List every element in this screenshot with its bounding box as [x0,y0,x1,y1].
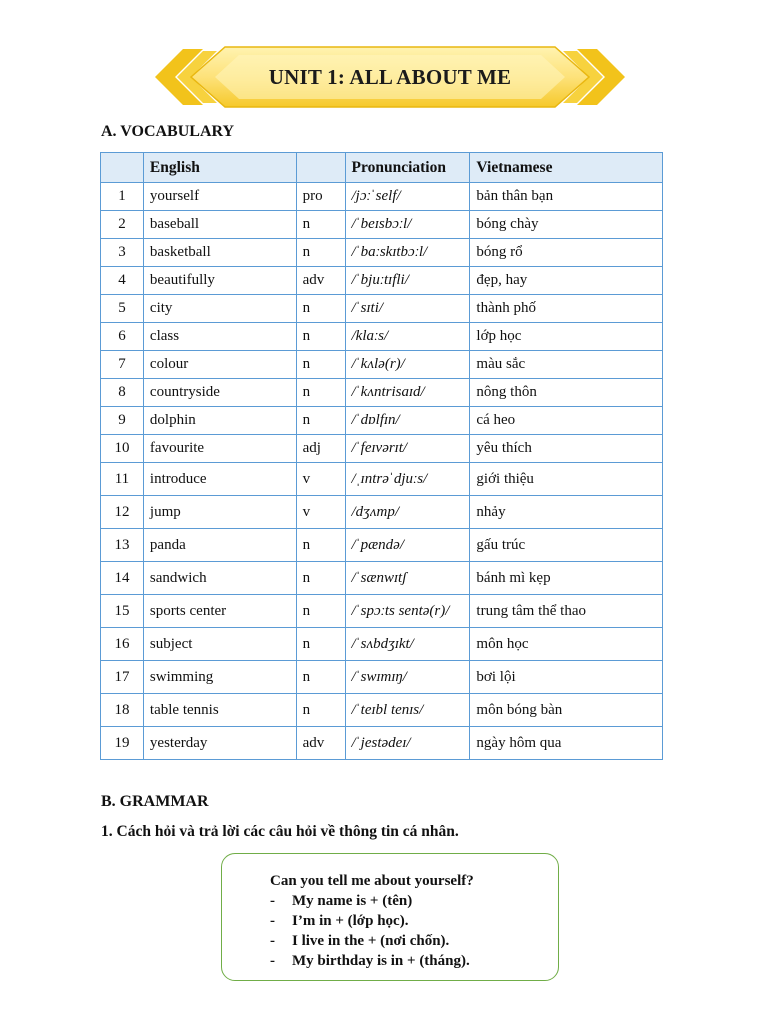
english-word: beautifully [143,267,296,295]
part-of-speech: n [296,661,345,694]
grammar-heading: B. GRAMMAR [101,793,209,810]
table-row [101,661,663,694]
row-number: 1 [101,183,144,211]
grammar-answer-item: - I live in the + (nơi chốn). [270,933,450,949]
pronunciation: /ˈteɪbl tenɪs/ [345,694,470,727]
table-row [101,727,663,760]
english-word: city [143,295,296,323]
vietnamese-meaning: bánh mì kẹp [470,562,663,595]
table-row [101,435,663,463]
pronunciation: /klaːs/ [345,323,470,351]
vietnamese-meaning: lớp học [470,323,663,351]
pronunciation: /ˈpændə/ [345,529,470,562]
vietnamese-meaning: màu sắc [470,351,663,379]
row-number: 4 [101,267,144,295]
grammar-example-box [221,853,559,981]
header-pronunciation: Pronunciation [345,153,470,183]
vietnamese-meaning: nông thôn [470,379,663,407]
row-number: 16 [101,628,144,661]
row-number: 6 [101,323,144,351]
vietnamese-meaning: đẹp, hay [470,267,663,295]
part-of-speech: n [296,407,345,435]
english-word: class [143,323,296,351]
pronunciation: /ˈjestədeɪ/ [345,727,470,760]
vietnamese-meaning: cá heo [470,407,663,435]
english-word: swimming [143,661,296,694]
table-row [101,496,663,529]
vietnamese-meaning: thành phố [470,295,663,323]
english-word: favourite [143,435,296,463]
table-row [101,351,663,379]
row-number: 11 [101,463,144,496]
vietnamese-meaning: trung tâm thể thao [470,595,663,628]
pronunciation: /ˈsʌbdʒɪkt/ [345,628,470,661]
part-of-speech: v [296,463,345,496]
english-word: table tennis [143,694,296,727]
pronunciation: /ˈbaːskɪtbɔːl/ [345,239,470,267]
row-number: 17 [101,661,144,694]
pronunciation: /ˈsænwɪtʃ [345,562,470,595]
row-number: 14 [101,562,144,595]
grammar-answer-item: - My name is + (tên) [270,893,413,909]
pronunciation: /ˈkʌlə(r)/ [345,351,470,379]
table-row [101,211,663,239]
table-row [101,628,663,661]
table-header-row [101,153,663,183]
grammar-subheading: 1. Cách hỏi và trả lời các câu hỏi về thông tin cá nhân. [101,823,459,840]
unit-title-banner [155,43,625,111]
unit-title: UNIT 1: ALL ABOUT ME [268,64,512,89]
vietnamese-meaning: yêu thích [470,435,663,463]
header-number [101,153,144,183]
part-of-speech: n [296,239,345,267]
english-word: baseball [143,211,296,239]
row-number: 7 [101,351,144,379]
table-row [101,239,663,267]
part-of-speech: n [296,323,345,351]
row-number: 8 [101,379,144,407]
vietnamese-meaning: môn bóng bàn [470,694,663,727]
pronunciation: /ˈbjuːtɪfli/ [345,267,470,295]
grammar-answer-item: - My birthday is in + (tháng). [270,953,470,969]
vietnamese-meaning: nhảy [470,496,663,529]
english-word: colour [143,351,296,379]
vietnamese-meaning: bóng chày [470,211,663,239]
part-of-speech: n [296,379,345,407]
row-number: 9 [101,407,144,435]
english-word: countryside [143,379,296,407]
table-row [101,379,663,407]
vocabulary-heading: A. VOCABULARY [101,123,235,140]
part-of-speech: n [296,295,345,323]
row-number: 5 [101,295,144,323]
table-row [101,463,663,496]
table-row [101,407,663,435]
header-vietnamese: Vietnamese [470,153,663,183]
english-word: subject [143,628,296,661]
english-word: yesterday [143,727,296,760]
pronunciation: /ˈfeɪvərɪt/ [345,435,470,463]
part-of-speech: n [296,351,345,379]
row-number: 2 [101,211,144,239]
table-row [101,529,663,562]
table-row [101,183,663,211]
grammar-question: Can you tell me about yourself? [270,873,474,889]
part-of-speech: n [296,211,345,239]
vietnamese-meaning: giới thiệu [470,463,663,496]
vietnamese-meaning: gấu trúc [470,529,663,562]
vietnamese-meaning: bản thân bạn [470,183,663,211]
row-number: 15 [101,595,144,628]
pronunciation: /ˈkʌntrisaɪd/ [345,379,470,407]
pronunciation: /dʒʌmp/ [345,496,470,529]
english-word: jump [143,496,296,529]
row-number: 18 [101,694,144,727]
pronunciation: /ˌɪntrəˈdjuːs/ [345,463,470,496]
table-row [101,562,663,595]
part-of-speech: pro [296,183,345,211]
vietnamese-meaning: ngày hôm qua [470,727,663,760]
row-number: 10 [101,435,144,463]
english-word: sandwich [143,562,296,595]
pronunciation: /ˈsɪti/ [345,295,470,323]
part-of-speech: n [296,595,345,628]
pronunciation: /ˈdɒlfɪn/ [345,407,470,435]
english-word: basketball [143,239,296,267]
part-of-speech: n [296,694,345,727]
row-number: 19 [101,727,144,760]
pronunciation: /ˈswɪmɪŋ/ [345,661,470,694]
header-english: English [143,153,296,183]
part-of-speech: n [296,628,345,661]
part-of-speech: adv [296,267,345,295]
header-pos [296,153,345,183]
table-row [101,595,663,628]
vietnamese-meaning: môn học [470,628,663,661]
grammar-answer-item: - I’m in + (lớp học). [270,913,409,929]
pronunciation: /jɔːˈself/ [345,183,470,211]
table-row [101,694,663,727]
pronunciation: /ˈspɔːts sentə(r)/ [345,595,470,628]
table-row [101,323,663,351]
row-number: 13 [101,529,144,562]
vietnamese-meaning: bơi lội [470,661,663,694]
vocabulary-table [100,152,663,760]
part-of-speech: n [296,529,345,562]
row-number: 12 [101,496,144,529]
part-of-speech: v [296,496,345,529]
pronunciation: /ˈbeɪsbɔːl/ [345,211,470,239]
table-row [101,267,663,295]
english-word: dolphin [143,407,296,435]
row-number: 3 [101,239,144,267]
part-of-speech: adj [296,435,345,463]
part-of-speech: n [296,562,345,595]
english-word: introduce [143,463,296,496]
english-word: sports center [143,595,296,628]
english-word: panda [143,529,296,562]
part-of-speech: adv [296,727,345,760]
vietnamese-meaning: bóng rổ [470,239,663,267]
english-word: yourself [143,183,296,211]
table-row [101,295,663,323]
